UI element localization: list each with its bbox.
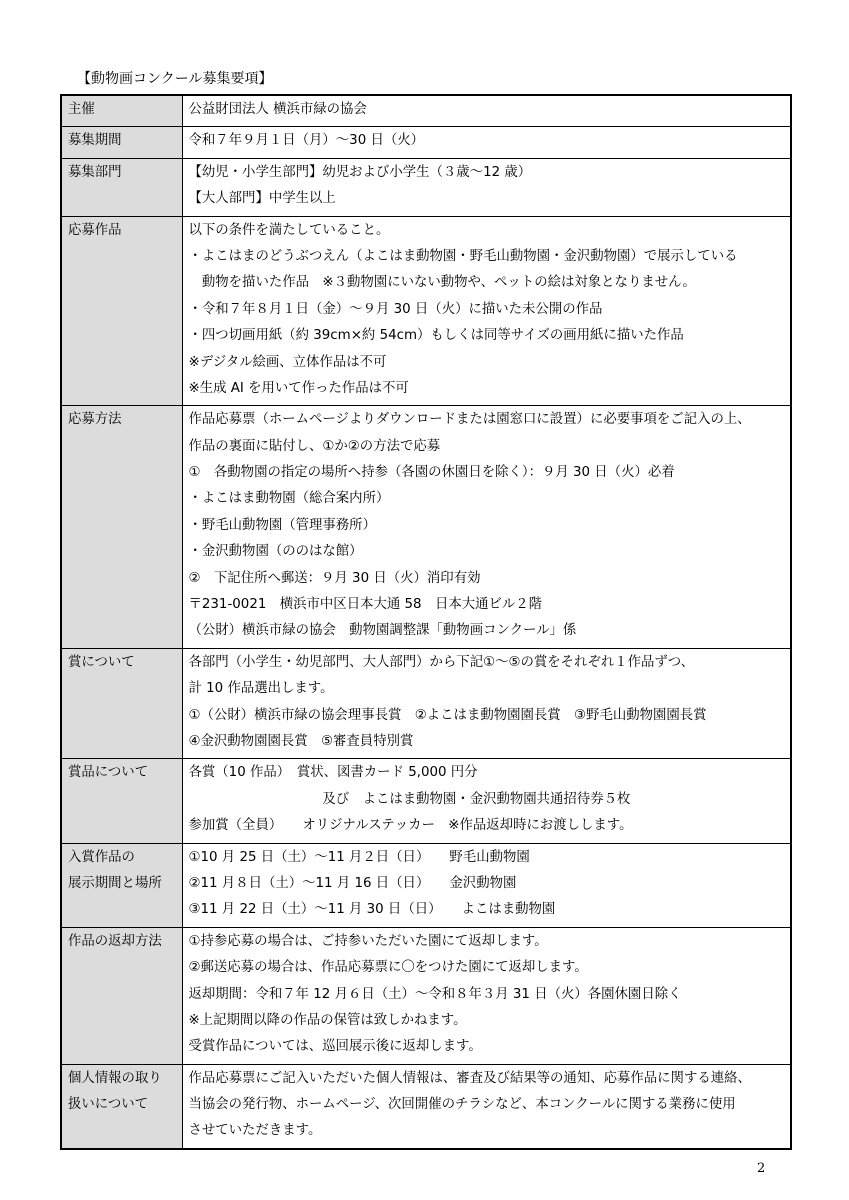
row-label: 賞品について (68, 765, 149, 781)
row-label: 展示期間と場所 (68, 875, 162, 891)
row-content-cell (182, 95, 791, 127)
row-label-cell (61, 1064, 182, 1149)
table-row (61, 127, 791, 158)
row-label: 作品の返却方法 (68, 933, 162, 949)
table-row (61, 406, 791, 649)
row-label: 応募作品 (68, 222, 122, 238)
table-row (61, 648, 791, 759)
row-content-line: 作品応募票（ホームページよりダウンロードまたは園窓口に設置）に必要事項をご記入の上、 (188, 412, 751, 428)
row-content-line: 動物を描いた作品 ※３動物園にいない動物や、ペットの絵は対象となりません。 (188, 275, 696, 291)
table-row (61, 843, 791, 927)
row-content-line: 令和７年９月１日（月）～30 日（火） (188, 133, 425, 149)
table-row (61, 95, 791, 127)
row-content-line: ③11 月 22 日（土）～11 月 30 日（日） よこはま動物園 (188, 902, 556, 918)
row-content-line: ② 下記住所へ郵送：９月 30 日（火）消印有効 (188, 570, 481, 586)
row-content-line: （公財）横浜市緑の協会 動物園調整課「動物画コンクール」係 (188, 623, 577, 639)
row-label-cell (61, 927, 182, 1064)
row-label-cell (61, 127, 182, 158)
row-content-line: ②郵送応募の場合は、作品応募票に〇をつけた園にて返却します。 (188, 960, 588, 976)
row-content-cell (182, 1064, 791, 1149)
row-content-line: ・金沢動物園（ののはな館） (188, 544, 363, 560)
row-content-line: 及び よこはま動物園・金沢動物園共通招待券５枚 (188, 791, 631, 807)
row-content-line: 返却期間：令和７年 12 月６日（土）～令和８年３月 31 日（火）各園休園日除く (188, 986, 682, 1002)
row-content-line: 公益財団法人 横浜市緑の協会 (188, 102, 367, 117)
row-content-line: 各賞（10 作品） 賞状、図書カード 5,000 円分 (188, 765, 478, 781)
row-label: 入賞作品の (68, 849, 135, 865)
row-content-cell (182, 158, 791, 216)
row-content-line: 〒231-0021 横浜市中区日本大通 58 日本大通ビル２階 (188, 597, 543, 613)
requirements-table (60, 94, 792, 1150)
row-content-line: ① 各動物園の指定の場所へ持参（各園の休園日を除く）：９月 30 日（火）必着 (188, 465, 675, 481)
row-label-cell (61, 759, 182, 843)
row-content-line: ※上記期間以降の作品の保管は致しかねます。 (188, 1012, 467, 1028)
row-content-line: 作品応募票にご記入いただいた個人情報は、審査及び結果等の通知、応募作品に関する連絡、 (188, 1070, 751, 1086)
page-number: 2 (757, 1161, 766, 1176)
row-content-cell (182, 927, 791, 1064)
row-label: 個人情報の取り (68, 1070, 162, 1086)
row-content-line: させていただきます。 (188, 1123, 322, 1139)
row-content-line: 参加賞（全員） オリジナルステッカー ※作品返却時にお渡しします。 (188, 818, 633, 834)
row-content-line: ①（公財）横浜市緑の協会理事長賞 ②よこはま動物園園長賞 ③野毛山動物園園長賞 (188, 707, 707, 723)
row-content-line: ④金沢動物園園長賞 ⑤審査員特別賞 (188, 733, 414, 749)
table-row (61, 759, 791, 843)
row-content-cell (182, 648, 791, 759)
row-content-line: ・令和７年８月１日（金）～９月 30 日（火）に描いた未公開の作品 (188, 301, 603, 317)
row-label: 募集期間 (68, 133, 122, 149)
row-label-cell (61, 406, 182, 649)
row-content-line: 計 10 作品選出します。 (188, 681, 334, 697)
row-content-cell (182, 843, 791, 927)
table-row (61, 927, 791, 1064)
row-label-cell (61, 648, 182, 759)
row-content-line: 以下の条件を満たしていること。 (188, 222, 390, 238)
row-content-cell (182, 127, 791, 158)
row-content-cell (182, 406, 791, 649)
row-label: 主催 (68, 102, 95, 117)
row-content-line: 受賞作品については、巡回展示後に返却します。 (188, 1039, 482, 1055)
row-label-cell (61, 216, 182, 406)
table-row (61, 158, 791, 216)
requirements-table-body (61, 95, 791, 1149)
row-content-line: 作品の裏面に貼付し、①か②の方法で応募 (188, 438, 441, 454)
row-content-line: 各部門（小学生・幼児部門、大人部門）から下記①～⑤の賞をそれぞれ１作品ずつ、 (188, 654, 695, 670)
row-content-cell (182, 216, 791, 406)
row-label-cell (61, 158, 182, 216)
row-content-line: 【幼児・小学生部門】幼児および小学生（３歳～12 歳） (188, 164, 532, 180)
row-content-line: ①持参応募の場合は、ご持参いただいた園にて返却します。 (188, 933, 548, 949)
row-content-line: ・よこはま動物園（総合案内所） (188, 491, 390, 507)
row-content-line: ※生成 AI を用いて作った作品は不可 (188, 380, 409, 396)
document-title: 【動物画コンクール募集要項】 (77, 71, 273, 87)
row-content-line: ・四つ切画用紙（約 39cm×約 54cm）もしくは同等サイズの画用紙に描いた作品 (188, 328, 684, 344)
row-label: 賞について (68, 654, 135, 670)
row-content-line: ①10 月 25 日（土）～11 月２日（日） 野毛山動物園 (188, 849, 530, 865)
row-label-cell (61, 95, 182, 127)
row-label: 応募方法 (68, 412, 122, 428)
row-content-line: ・野毛山動物園（管理事務所） (188, 517, 376, 533)
row-content-line: 【大人部門】中学生以上 (188, 191, 336, 207)
row-content-line: 当協会の発行物、ホームページ、次回開催のチラシなど、本コンクールに関する業務に使用 (188, 1097, 736, 1113)
table-row (61, 1064, 791, 1149)
row-label: 扱いについて (68, 1097, 149, 1113)
row-label-cell (61, 843, 182, 927)
row-label: 募集部門 (68, 164, 122, 180)
table-row (61, 216, 791, 406)
row-content-line: ※デジタル絵画、立体作品は不可 (188, 354, 387, 370)
row-content-line: ・よこはまのどうぶつえん（よこはま動物園・野毛山動物園・金沢動物園）で展示している (188, 248, 738, 264)
row-content-line: ②11 月８日（土）～11 月 16 日（日） 金沢動物園 (188, 875, 517, 891)
row-content-cell (182, 759, 791, 843)
